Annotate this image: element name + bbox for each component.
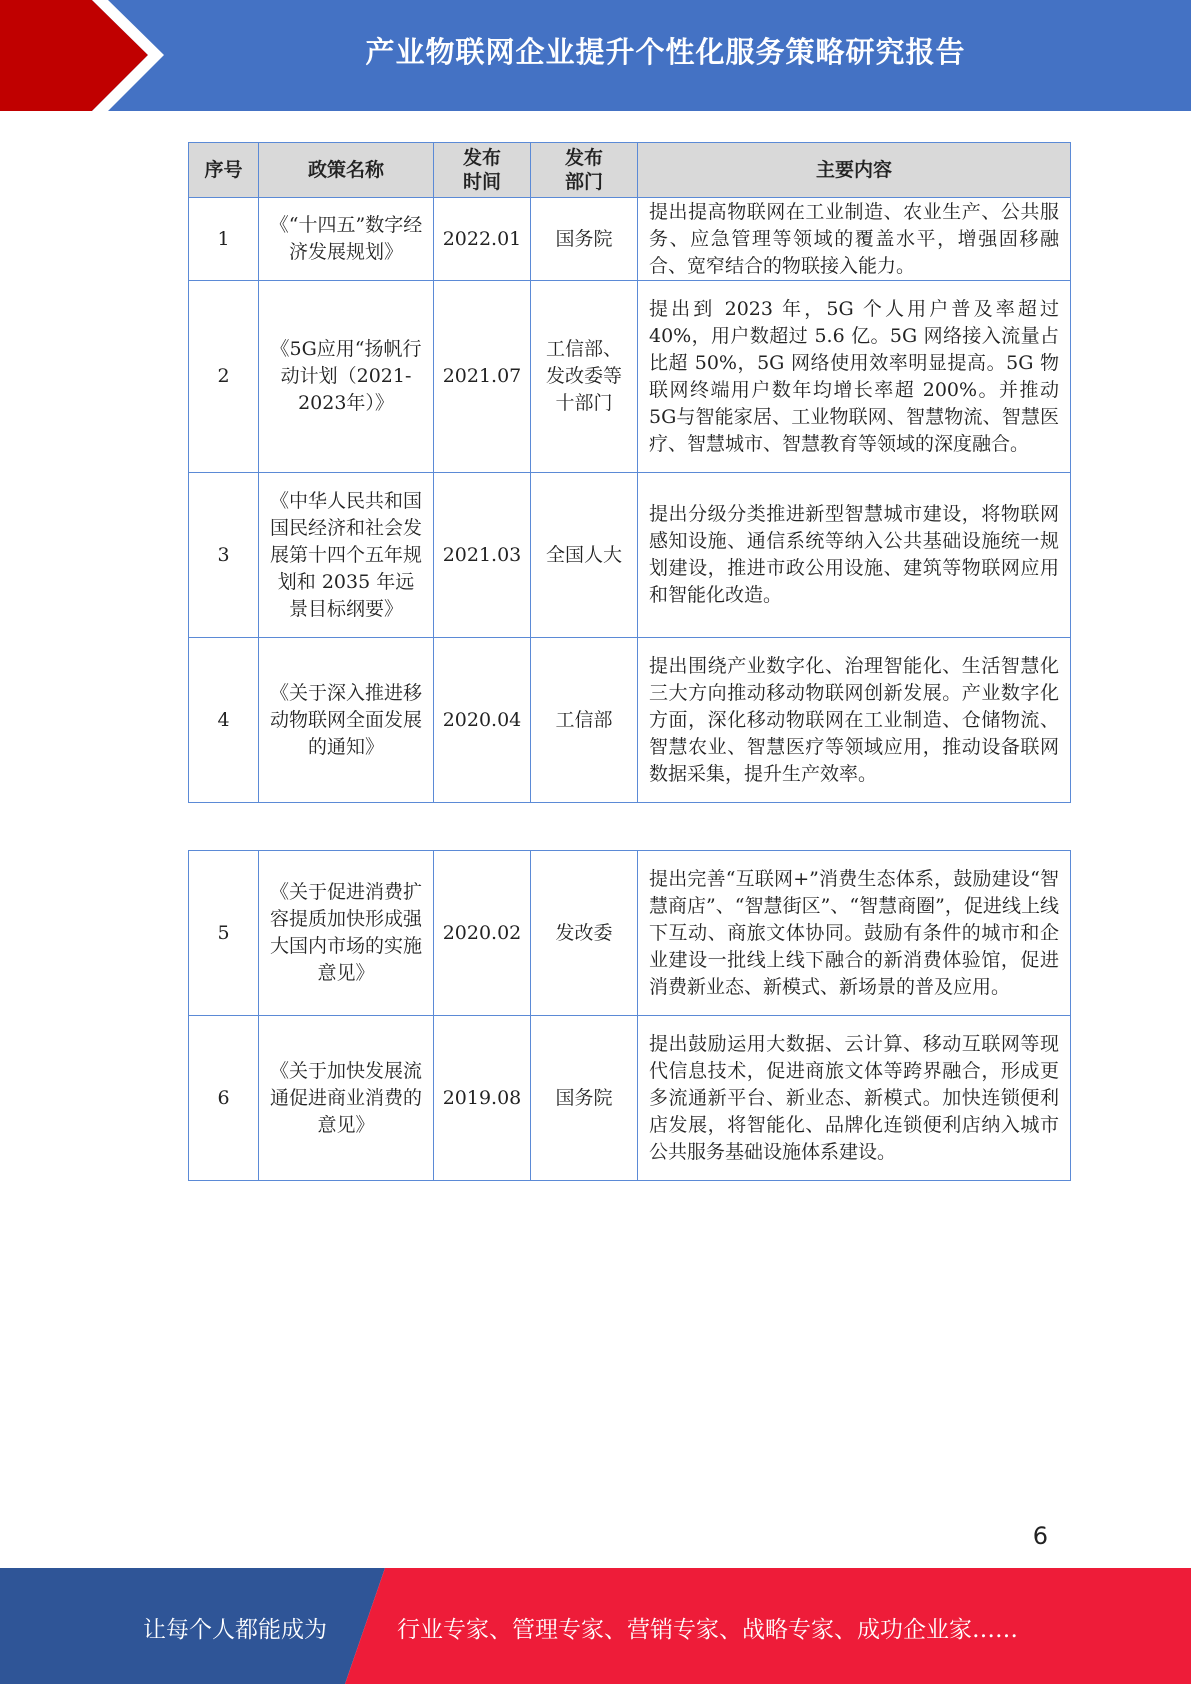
header-date-line1: 发布 [462,147,501,169]
row-date: 2020.02 [434,851,531,1016]
row-content: 提出完善“互联网+”消费生态体系，鼓励建设“智慧商店”、“智慧街区”、“智慧商圈”，促进线上线下互动、商旅文体协同。鼓励有条件的城市和企业建设一批线上线下融合的新消费体验馆，促进消费新业态、新模式、新场景的普及应用。 [638,851,1071,1016]
policy-table-part-2 [188,850,1071,1181]
header-no: 序号 [189,143,259,198]
table-row [189,281,1071,473]
row-no: 1 [189,198,259,281]
row-content: 提出鼓励运用大数据、云计算、移动互联网等现代信息技术，促进商旅文体等跨界融合，形成更多流通新平台、新业态、新模式。加快连锁便利店发展，将智能化、品牌化连锁便利店纳入城市公共服务基础设施体系建设。 [638,1016,1071,1181]
row-no: 4 [189,638,259,803]
page-header [0,0,1191,111]
header-name: 政策名称 [259,143,434,198]
page-footer [0,1568,1191,1684]
row-policy-name: 《关于深入推进移动物联网全面发展的通知》 [259,638,434,803]
row-no: 5 [189,851,259,1016]
row-dept: 国务院 [531,1016,638,1181]
policy-table-part-1 [188,142,1071,803]
row-dept: 国务院 [531,198,638,281]
table-row [189,851,1071,1016]
table-header-row [189,143,1071,198]
row-dept: 工信部、发改委等十部门 [531,281,638,473]
row-content: 提出到 2023 年，5G 个人用户普及率超过 40%，用户数超过 5.6 亿。5G 网络接入流量占比超 50%，5G 网络使用效率明显提高。5G 物联网终端用户数年均增长率超 200%。并推动5G与智能家居、工业物联网、智慧物流、智慧医疗、智慧城市、智慧教育等领域的深度融合。 [638,281,1071,473]
footer-slogan-right: 行业专家、管理专家、营销专家、战略专家、成功企业家…… [397,1617,1018,1643]
row-date: 2021.07 [434,281,531,473]
row-date: 2020.04 [434,638,531,803]
row-policy-name: 《关于促进消费扩容提质加快形成强大国内市场的实施意见》 [259,851,434,1016]
row-content: 提出围绕产业数字化、治理智能化、生活智慧化三大方向推动移动物联网创新发展。产业数字化方面，深化移动物联网在工业制造、仓储物流、智慧农业、智慧医疗等领域应用，推动设备联网数据采集，提升生产效率。 [638,638,1071,803]
row-policy-name: 《中华人民共和国国民经济和社会发展第十四个五年规划和 2035 年远景目标纲要》 [259,473,434,638]
row-date: 2019.08 [434,1016,531,1181]
row-date: 2021.03 [434,473,531,638]
table-row [189,638,1071,803]
header-dept-line2: 部门 [564,171,603,193]
row-dept: 全国人大 [531,473,638,638]
row-content: 提出分级分类推进新型智慧城市建设，将物联网感知设施、通信系统等纳入公共基础设施统一规划建设，推进市政公用设施、建筑等物联网应用和智能化改造。 [638,473,1071,638]
report-title: 产业物联网企业提升个性化服务策略研究报告 [365,35,966,69]
table-row [189,198,1071,281]
row-policy-name: 《关于加快发展流通促进商业消费的意见》 [259,1016,434,1181]
table-row [189,473,1071,638]
row-no: 3 [189,473,259,638]
header-dept-line1: 发布 [564,147,603,169]
header-red-chevron [0,0,148,111]
footer-slogan-left: 让每个人都能成为 [143,1617,327,1643]
row-policy-name: 《5G应用“扬帆行动计划（2021-2023年）》 [259,281,434,473]
row-dept: 工信部 [531,638,638,803]
row-content: 提出提高物联网在工业制造、农业生产、公共服务、应急管理等领域的覆盖水平，增强固移融合、宽窄结合的物联接入能力。 [638,198,1071,281]
header-content: 主要内容 [638,143,1071,198]
row-no: 6 [189,1016,259,1181]
header-dept [531,143,638,198]
row-dept: 发改委 [531,851,638,1016]
page-number: 6 [1032,1522,1048,1550]
table-row [189,1016,1071,1181]
row-no: 2 [189,281,259,473]
row-policy-name: 《“十四五”数字经济发展规划》 [259,198,434,281]
header-date [434,143,531,198]
row-date: 2022.01 [434,198,531,281]
header-date-line2: 时间 [462,171,501,193]
